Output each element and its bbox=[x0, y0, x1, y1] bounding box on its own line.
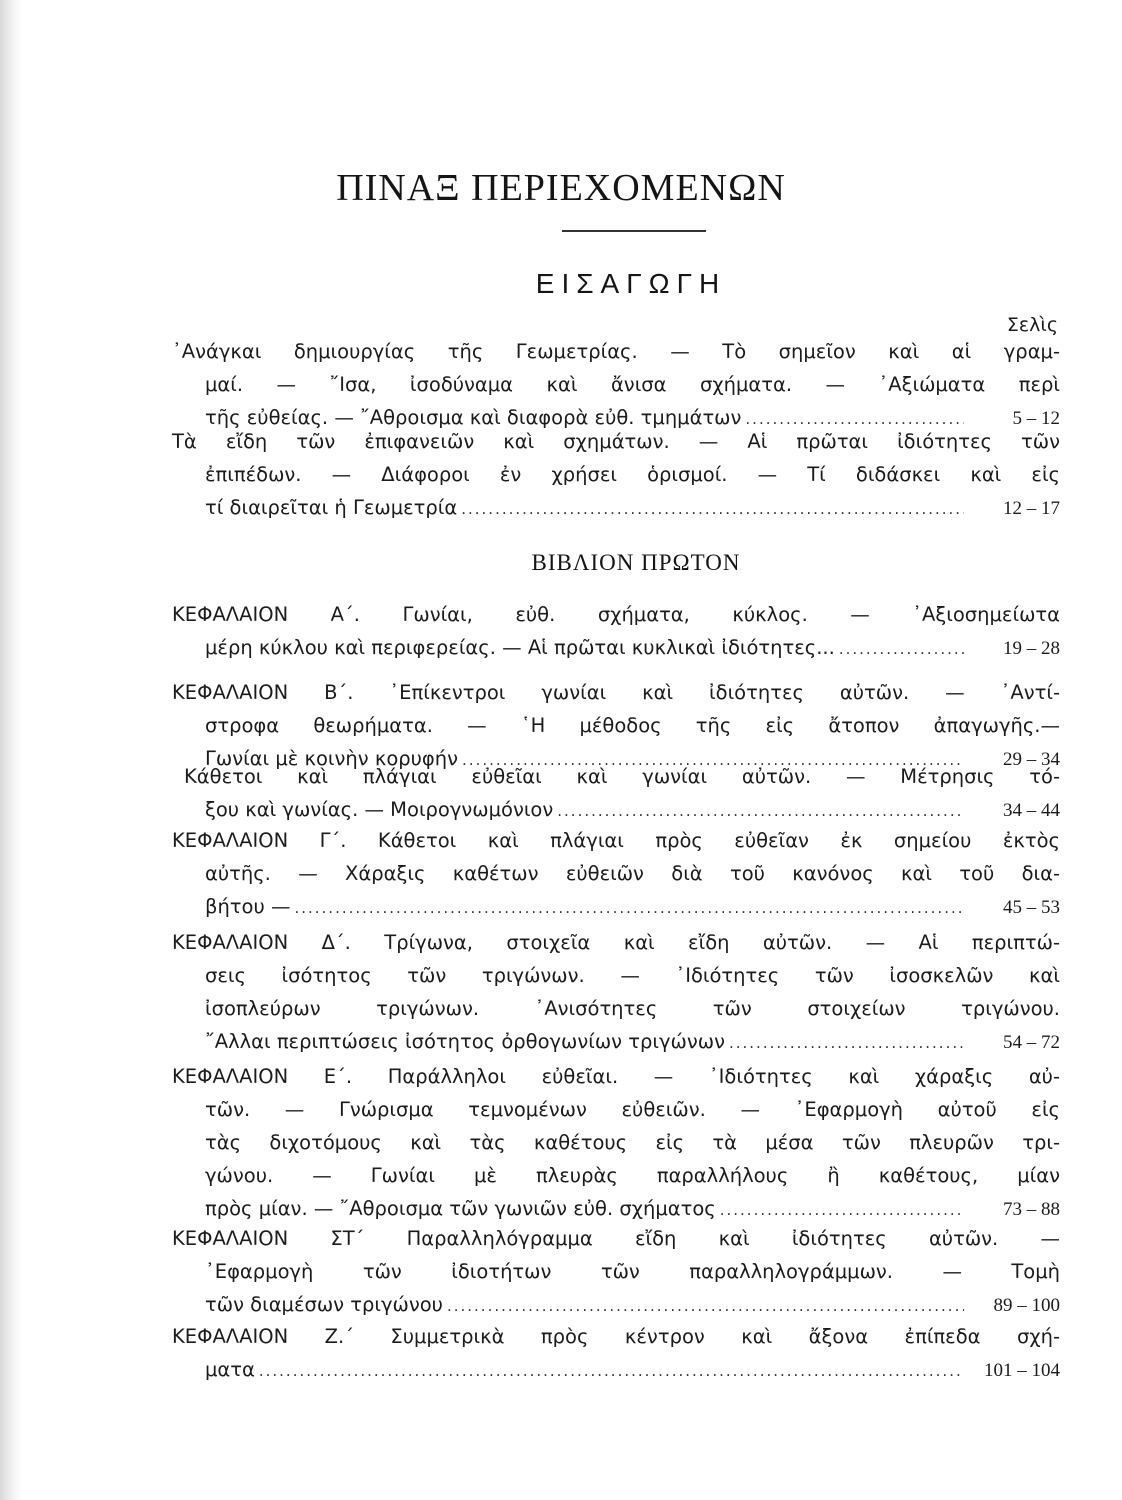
dot-leader bbox=[839, 633, 964, 666]
entry-last-line bbox=[172, 890, 1060, 923]
entry-line: τὰς διχοτόμους καὶ τὰς καθέτους εἰς τὰ μέσα τῶν πλευρῶν τρι- bbox=[205, 1131, 1060, 1154]
entry-line: ΚΕΦΑΛΑΙΟΝ Α΄. Γωνίαι, εὐθ. σχήματα, κύκλος. — ᾿Αξιοσημείωτα bbox=[172, 603, 1060, 626]
page-edge-shadow bbox=[0, 0, 22, 1500]
intro-heading: ΕΙΣΑΓΩΓΗ bbox=[535, 268, 727, 299]
entry-line: ΚΕΦΑΛΑΙΟΝ Β΄. ᾿Επίκεντροι γωνίαι καὶ ἰδιότητες αὐτῶν. — ᾿Αντί- bbox=[172, 681, 1060, 704]
entry-line: τί διαιρεῖται ἡ Γεωμετρία bbox=[205, 496, 458, 519]
toc-entry bbox=[172, 824, 1060, 923]
entry-line: Τὰ εἴδη τῶν ἐπιφανειῶν καὶ σχημάτων. — Αἱ πρῶται ἰδιότητες τῶν bbox=[172, 430, 1060, 453]
toc-entry bbox=[172, 926, 1060, 1058]
entry-line: Κάθετοι καὶ πλάγιαι εὐθεῖαι καὶ γωνίαι αὐτῶν. — Μέτρησις τό- bbox=[184, 765, 1060, 788]
entry-line: Γωνίαι μὲ κοινὴν κορυφήν bbox=[205, 747, 459, 770]
entry-last-line bbox=[172, 1288, 1060, 1321]
entry-line: βήτου — bbox=[205, 895, 291, 918]
dot-leader bbox=[294, 892, 964, 925]
entry-line: ξου καὶ γωνίας. — Μοιρογνωμόνιον bbox=[205, 798, 554, 821]
entry-line: ᾿Εφαρμογὴ τῶν ἰδιοτήτων τῶν παραλληλογράμμων. — Τομὴ bbox=[205, 1260, 1060, 1283]
entry-line: ΚΕΦΑΛΑΙΟΝ Ε΄. Παράλληλοι εὐθεῖαι. — ᾿Ιδιότητες καὶ χάραξις αὐ- bbox=[172, 1065, 1060, 1088]
entry-line: ΚΕΦΑΛΑΙΟΝ Γ΄. Κάθετοι καὶ πλάγιαι πρὸς εὐθεῖαν ἐκ σημείου ἐκτὸς bbox=[172, 829, 1060, 852]
dot-leader bbox=[461, 493, 964, 526]
title-rule bbox=[562, 230, 706, 232]
entry-last-line bbox=[172, 1192, 1060, 1225]
entry-line: γώνου. — Γωνίαι μὲ πλευρὰς παραλλήλους ἢ καθέτους, μίαν bbox=[205, 1164, 1060, 1187]
page-range: 73 – 88 bbox=[1003, 1199, 1060, 1220]
entry-last-line bbox=[172, 793, 1060, 826]
dot-leader bbox=[259, 1355, 964, 1388]
entry-line: τῶν. — Γνώρισμα τεμνομένων εὐθειῶν. — ᾿Εφαρμογὴ αὐτοῦ εἰς bbox=[205, 1098, 1060, 1121]
page-range: 34 – 44 bbox=[1003, 800, 1060, 821]
entry-line: μέρη κύκλου καὶ περιφερείας. — Αἱ πρῶται κυκλικαὶ ἰδιότητες... bbox=[205, 636, 835, 659]
entry-last-line bbox=[172, 1025, 1060, 1058]
pages-column-label: Σελὶς bbox=[1006, 314, 1058, 336]
page-range: 89 – 100 bbox=[993, 1295, 1060, 1316]
toc-entry bbox=[172, 1222, 1060, 1321]
toc-entry bbox=[172, 335, 1060, 434]
dot-leader bbox=[447, 1290, 964, 1323]
entry-last-line bbox=[172, 631, 1060, 664]
entry-line: ΚΕΦΑΛΑΙΟΝ Δ΄. Τρίγωνα, στοιχεῖα καὶ εἴδη αὐτῶν. — Αἱ περιπτώ- bbox=[172, 931, 1060, 954]
entry-line: τῆς εὐθείας. — ῎Αθροισμα καὶ διαφορὰ εὐθ. τμημάτων bbox=[205, 406, 742, 429]
book-heading: ΒΙΒΛΙΟΝ ΠΡΩΤΟΝ bbox=[531, 550, 741, 575]
page-range: 101 – 104 bbox=[984, 1360, 1060, 1381]
page-range: 5 – 12 bbox=[1012, 408, 1060, 429]
page-range: 54 – 72 bbox=[1003, 1032, 1060, 1053]
page-title: ΠΙΝΑΞ ΠΕΡΙΕΧΟΜΕΝΩΝ bbox=[336, 167, 786, 209]
entry-line: μαί. — ῎Ισα, ἰσοδύναμα καὶ ἄνισα σχήματα. — ᾿Αξιώματα περὶ bbox=[205, 373, 1060, 396]
toc-entry bbox=[172, 598, 1060, 664]
entry-line: στροφα θεωρήματα. — ῾Η μέθοδος τῆς εἰς ἄτοπον ἀπαγωγῆς.— bbox=[205, 714, 1060, 737]
entry-line: ΚΕΦΑΛΑΙΟΝ ΣΤ΄ Παραλληλόγραμμα εἴδη καὶ ἰδιότητες αὐτῶν. — bbox=[172, 1227, 1060, 1250]
entry-line: ἰσοπλεύρων τριγώνων. ᾿Ανισότητες τῶν στοιχείων τριγώνου. bbox=[205, 997, 1060, 1020]
entry-line: πρὸς μίαν. — ῎Αθροισμα τῶν γωνιῶν εὐθ. σχήματος bbox=[205, 1197, 716, 1220]
page-range: 45 – 53 bbox=[1003, 897, 1060, 918]
toc-entry bbox=[172, 760, 1060, 826]
entry-line: ῎Αλλαι περιπτώσεις ἰσότητος ὀρθογωνίων τριγώνων bbox=[205, 1030, 725, 1053]
toc-entry bbox=[172, 1060, 1060, 1225]
entry-line: σεις ἰσότητος τῶν τριγώνων. — ᾿Ιδιότητες τῶν ἰσοσκελῶν καὶ bbox=[205, 964, 1060, 987]
page-range: 29 – 34 bbox=[1003, 749, 1060, 770]
page-range: 19 – 28 bbox=[1003, 638, 1060, 659]
entry-line: αὐτῆς. — Χάραξις καθέτων εὐθειῶν διὰ τοῦ κανόνος καὶ τοῦ δια- bbox=[205, 862, 1060, 885]
entry-line: ἐπιπέδων. — Διάφοροι ἐν χρήσει ὁρισμοί. — Τί διδάσκει καὶ εἰς bbox=[205, 463, 1060, 486]
entry-last-line bbox=[172, 1353, 1060, 1386]
entry-line: τῶν διαμέσων τριγώνου bbox=[205, 1293, 443, 1316]
dot-leader bbox=[729, 1027, 964, 1060]
page-range: 12 – 17 bbox=[1003, 498, 1060, 519]
entry-line: ΚΕΦΑΛΑΙΟΝ Ζ.΄ Συμμετρικὰ πρὸς κέντρον καὶ ἄξονα ἐπίπεδα σχή- bbox=[172, 1325, 1060, 1348]
entry-last-line bbox=[172, 491, 1060, 524]
toc-entry bbox=[172, 1320, 1060, 1386]
entry-line: ᾿Ανάγκαι δημιουργίας τῆς Γεωμετρίας. — Τὸ σημεῖον καὶ αἱ γραμ- bbox=[172, 340, 1060, 363]
toc-entry bbox=[172, 425, 1060, 524]
entry-line: ματα bbox=[205, 1358, 255, 1381]
